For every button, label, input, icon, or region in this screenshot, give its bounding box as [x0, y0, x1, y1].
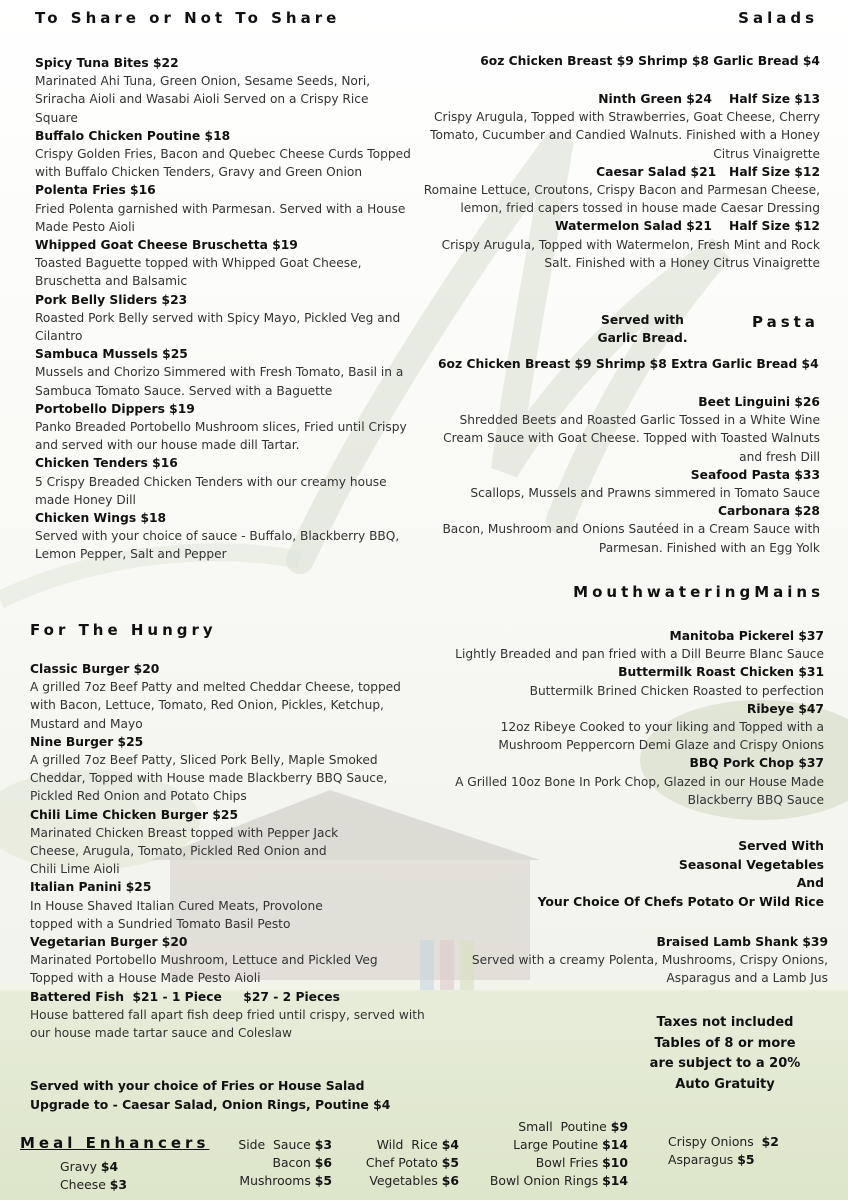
hungry-list	[30, 660, 430, 1042]
enhancer-item: Bowl Onion Rings $14	[489, 1173, 628, 1188]
enhancer-item: Asparagus $5	[668, 1152, 755, 1167]
hungry-note-sides: Served with your choice of Fries or House Salad	[30, 1078, 365, 1093]
enhancer-item: Chef Potato $5	[365, 1155, 459, 1170]
mains-served-note: Served With Seasonal Vegetables And Your Choice Of Chefs Potato Or Wild Rice	[537, 838, 824, 909]
pasta-served-note: Served with Garlic Bread.	[597, 313, 688, 345]
enhancer-item: Mushrooms $5	[239, 1173, 332, 1188]
pasta-addons: 6oz Chicken Breast $9 Shrimp $8 Extra Garlic Bread $4	[438, 357, 819, 371]
pasta-list	[420, 393, 820, 557]
enhancer-item: Side Sauce $3	[238, 1137, 332, 1152]
taxes-note: Taxes not included Tables of 8 or more are subject to a 20% Auto Gratuity	[649, 1015, 801, 1092]
lamb-item: Braised Lamb Shank $39 Served with a creamy Polenta, Mushrooms, Crispy Onions, Asparagus and a Lamb Jus	[471, 935, 828, 986]
menu-item: Vegetarian Burger $20 Marinated Portobello Mushroom, Lettuce and Pickled Veg Topped with a House Made Pesto Aioli	[30, 935, 378, 986]
menu-item: Sambuca Mussels $25 Mussels and Chorizo Simmered with Fresh Tomato, Basil in a Sambuca Tomato Sauce. Served with a Baguette	[35, 347, 404, 398]
pasta-title: Pasta	[752, 313, 819, 331]
menu-item: Battered Fish $21 - 1 Piece $27 - 2 Pieces House battered fall apart fish deep fried until crispy, served with our house made tartar sauce and Coleslaw	[30, 989, 425, 1041]
enhancer-item: Vegetables $6	[369, 1173, 459, 1188]
enhancers-col3	[366, 1136, 459, 1190]
salads-list	[420, 90, 820, 272]
menu-item: Watermelon Salad $21 Half Size $12 Crispy Arugula, Topped with Watermelon, Fresh Mint and Rock Salt. Finished with a Honey Citrus Vinaigrette	[441, 219, 820, 270]
enhancers-col2	[238, 1136, 332, 1190]
menu-item: Carbonara $28 Bacon, Mushroom and Onions Sautéed in a Cream Sauce with Parmesan. Finished with an Egg Yolk	[442, 504, 820, 555]
enhancers-col4	[490, 1118, 628, 1190]
menu-item: Manitoba Pickerel $37 Lightly Breaded and pan fried with a Dill Beurre Blanc Sauce	[455, 629, 824, 662]
salads-addons: 6oz Chicken Breast $9 Shrimp $8 Garlic Bread $4	[480, 54, 820, 68]
menu-item: Italian Panini $25 In House Shaved Italian Cured Meats, Provolone topped with a Sundried Tomato Basil Pesto	[30, 880, 323, 931]
enhancer-item: Gravy $4	[60, 1159, 119, 1174]
menu-item: Caesar Salad $21 Half Size $12 Romaine Lettuce, Croutons, Crispy Bacon and Parmesan Cheese, lemon, fried capers tossed in house made Caesar Dressing	[423, 164, 820, 216]
salads-title: Salads	[738, 9, 818, 27]
menu-item: Seafood Pasta $33 Scallops, Mussels and Prawns simmered in Tomato Sauce	[470, 467, 820, 501]
menu-item: Whipped Goat Cheese Bruschetta $19 Toasted Baguette topped with Whipped Goat Cheese, Bruschetta and Balsamic	[35, 238, 362, 289]
enhancers-col1	[60, 1158, 127, 1194]
menu-item: Nine Burger $25 A grilled 7oz Beef Patty, Sliced Pork Belly, Maple Smoked Cheddar, Topped with House made Blackberry BBQ Sauce, Pickled Red Onion and Potato Chips	[30, 734, 388, 804]
menu-item: Buttermilk Roast Chicken $31 Buttermilk Brined Chicken Roasted to perfection	[529, 665, 824, 698]
menu-item: Chicken Tenders $16 5 Crispy Breaded Chicken Tenders with our creamy house made Honey Dill	[35, 456, 387, 507]
enhancer-item: Crispy Onions $2	[668, 1134, 779, 1149]
mains-title: MouthwateringMains	[573, 583, 824, 601]
menu-item: BBQ Pork Chop $37 A Grilled 10oz Bone In Pork Chop, Glazed in our House Made Blackberry BBQ Sauce	[455, 756, 824, 807]
enhancer-item: Bacon $6	[272, 1155, 332, 1170]
menu-item: Pork Belly Sliders $23 Roasted Pork Belly served with Spicy Mayo, Pickled Veg and Cilantro	[35, 292, 401, 344]
enhancer-item: Cheese $3	[60, 1177, 128, 1192]
menu-item: Ribeye $47 12oz Ribeye Cooked to your liking and Topped with a Mushroom Peppercorn Demi Glaze and Crispy Onions	[498, 701, 824, 753]
enhancer-item: Large Poutine $14	[513, 1137, 628, 1152]
share-list	[35, 54, 415, 564]
menu-item: Beet Linguini $26 Shredded Beets and Roasted Garlic Tossed in a White Wine Cream Sauce with Goat Cheese. Topped with Toasted Walnuts and fresh Dill	[443, 395, 820, 464]
enhancer-item: Small Poutine $9	[518, 1119, 628, 1134]
enhancer-item: Bowl Fries $10	[535, 1155, 628, 1170]
menu-item: Buffalo Chicken Poutine $18 Crispy Golden Fries, Bacon and Quebec Cheese Curds Topped with Buffalo Chicken Tenders, Gravy and Green Onion	[35, 128, 411, 180]
share-title: To Share or Not To Share	[35, 9, 341, 27]
menu-item: Portobello Dippers $19 Panko Breaded Portobello Mushroom slices, Fried until Crispy and served with our house made dill Tartar.	[35, 401, 407, 453]
menu-item: Ninth Green $24 Half Size $13 Crispy Arugula, Topped with Strawberries, Goat Cheese, Cherry Tomato, Cucumber and Candied Walnuts. Finished with a Honey Citrus Vinaigrette	[430, 92, 820, 161]
menu-item: Chicken Wings $18 Served with your choice of sauce - Buffalo, Blackberry BBQ, Lemon Pepper, Salt and Pepper	[35, 511, 400, 562]
menu-item: Spicy Tuna Bites $22 Marinated Ahi Tuna, Green Onion, Sesame Seeds, Nori, Sriracha Aioli and Wasabi Aioli Served on a Crispy Rice Square	[35, 56, 371, 125]
menu-item: Polenta Fries $16 Fried Polenta garnished with Parmesan. Served with a House Made Pesto Aioli	[35, 183, 406, 234]
menu-item: Classic Burger $20 A grilled 7oz Beef Patty and melted Cheddar Cheese, topped with Bacon, Lettuce, Tomato, Red Onion, Pickles, Ketchup, Mustard and Mayo	[30, 662, 401, 731]
hungry-note-upgrade: Upgrade to - Caesar Salad, Onion Rings, Poutine $4	[30, 1097, 391, 1112]
enhancers-col5	[668, 1133, 779, 1169]
enhancer-item: Wild Rice $4	[376, 1137, 459, 1152]
enhancers-title: Meal Enhancers	[20, 1134, 210, 1152]
menu-item: Chili Lime Chicken Burger $25 Marinated Chicken Breast topped with Pepper Jack Cheese, Arugula, Tomato, Pickled Red Onion and Chili Lime Aioli	[30, 807, 339, 877]
hungry-title: For The Hungry	[30, 621, 217, 639]
mains-list	[424, 627, 824, 809]
